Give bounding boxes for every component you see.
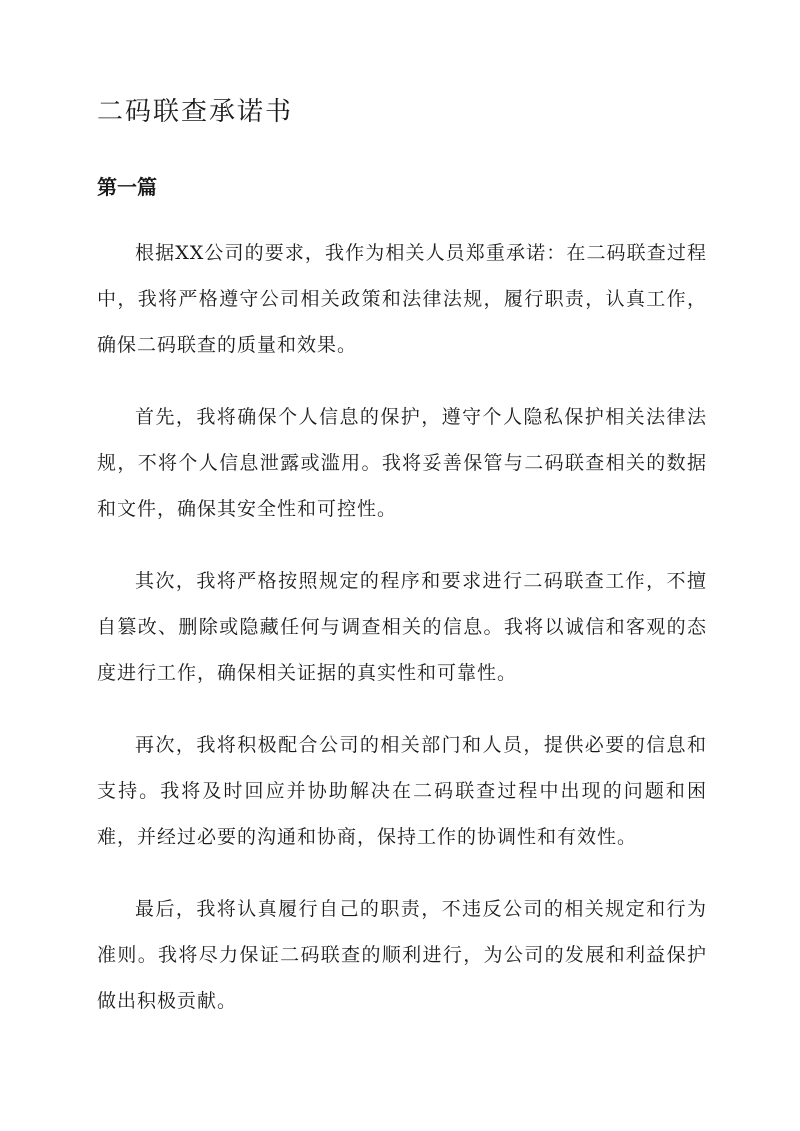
paragraph-3: 其次，我将严格按照规定的程序和要求进行二码联查工作，不擅自篡改、删除或隐藏任何与调查相关的信息。我将以诚信和客观的态度进行工作，确保相关证据的真实性和可靠性。	[97, 570, 707, 684]
paragraph-4: 再次，我将积极配合公司的相关部门和人员，提供必要的信息和支持。我将及时回应并协助解决在二码联查过程中出现的问题和困难，并经过必要的沟通和协商，保持工作的协调性和有效性。	[97, 734, 707, 848]
document-title: 二码联查承诺书	[97, 97, 294, 127]
paragraph-5: 最后，我将认真履行自己的职责，不违反公司的相关规定和行为准则。我将尽力保证二码联查的顺利进行，为公司的发展和利益保护做出积极贡献。	[97, 898, 707, 1012]
section-heading: 第一篇	[97, 175, 157, 199]
paragraph-2: 首先，我将确保个人信息的保护，遵守个人隐私保护相关法律法规，不将个人信息泄露或滥用。我将妥善保管与二码联查相关的数据和文件，确保其安全性和可控性。	[97, 406, 707, 520]
paragraph-1: 根据XX公司的要求，我作为相关人员郑重承诺：在二码联查过程中，我将严格遵守公司相关政策和法律法规，履行职责，认真工作，确保二码联查的质量和效果。	[97, 242, 707, 356]
document-body	[97, 230, 707, 1050]
